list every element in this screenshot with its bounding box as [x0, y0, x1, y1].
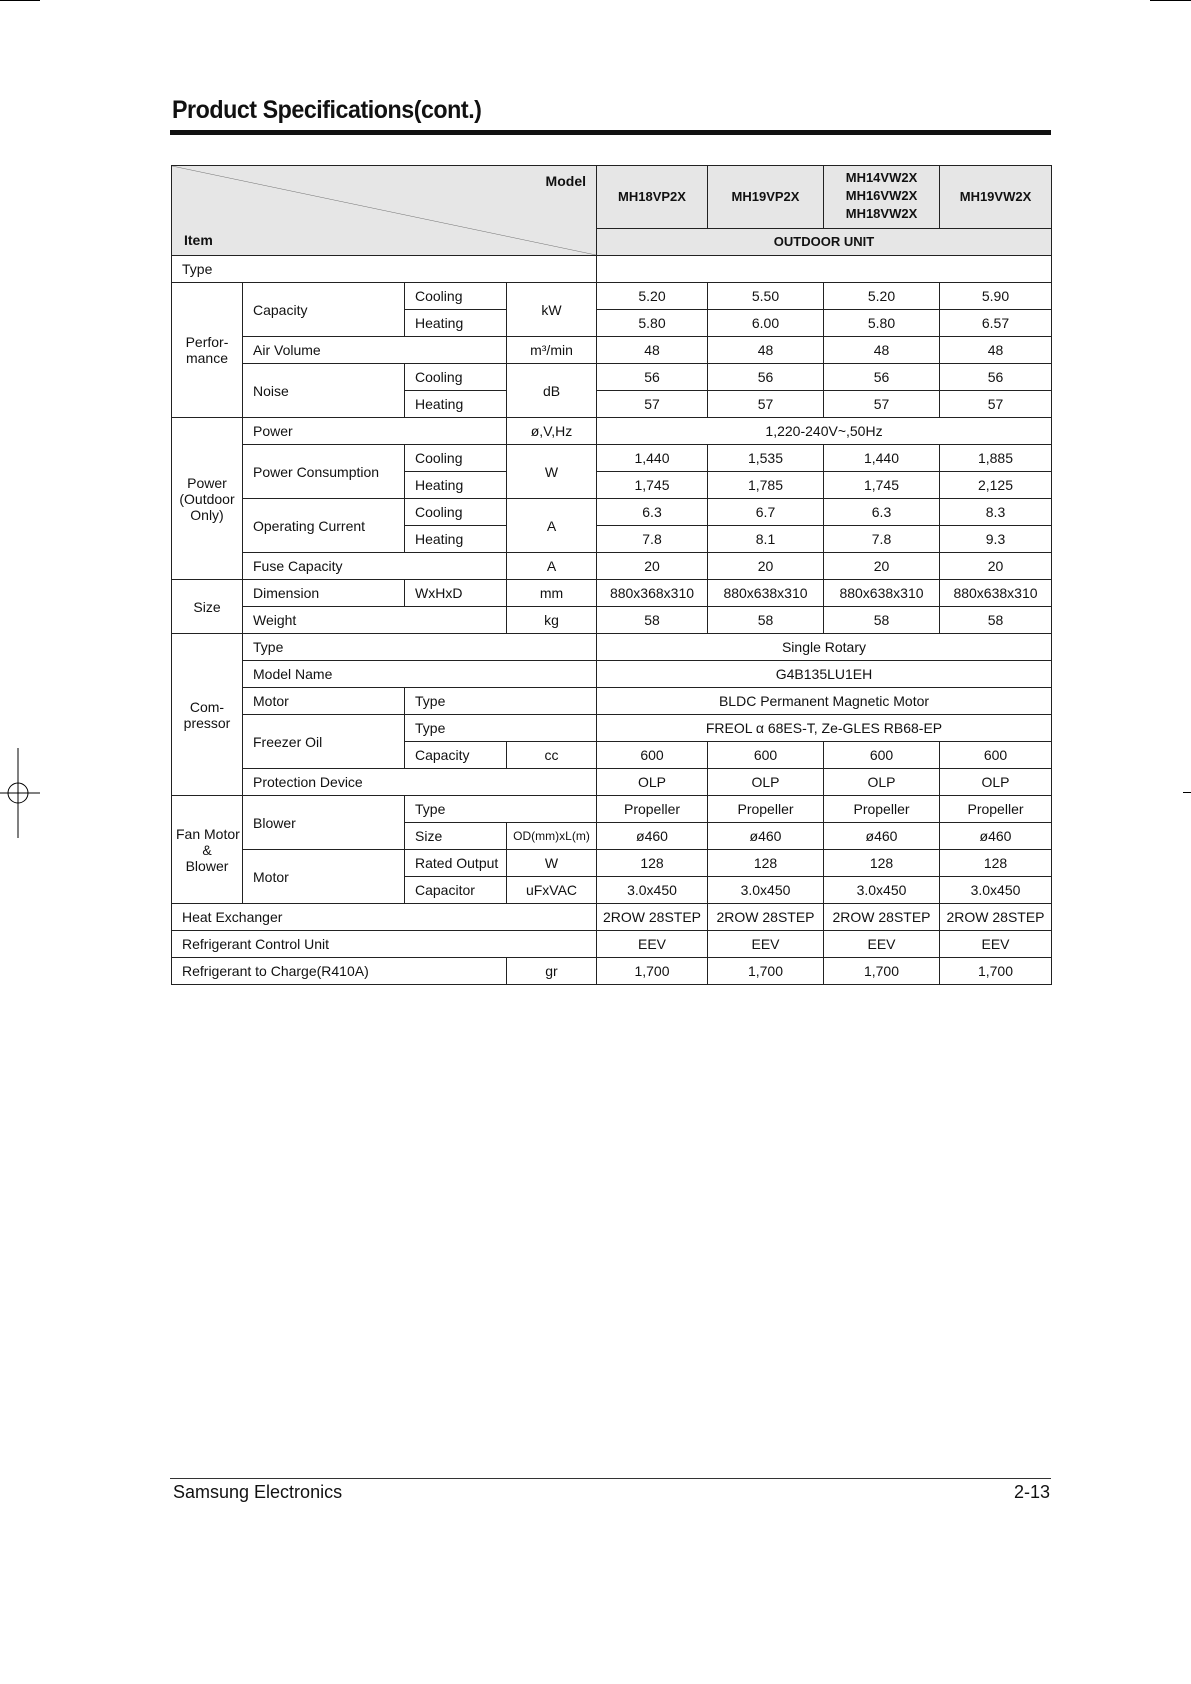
- corner-model-label: Model: [545, 173, 586, 189]
- value-cell: ø460: [940, 823, 1052, 850]
- value-cell: 6.3: [824, 499, 940, 526]
- power-value: 1,220-240V~,50Hz: [597, 418, 1052, 445]
- header-corner-cell: [172, 166, 597, 256]
- unit-odxl: OD(mm)xL(m): [507, 823, 597, 850]
- unit-kg: kg: [507, 607, 597, 634]
- value-cell: 56: [708, 364, 824, 391]
- value-cell: OLP: [708, 769, 824, 796]
- value-cell: 58: [824, 607, 940, 634]
- unit-gr: gr: [507, 958, 597, 985]
- value-cell: 57: [708, 391, 824, 418]
- group-performance: [172, 283, 243, 418]
- blower-size-label: Size: [405, 823, 507, 850]
- value-cell: 2ROW 28STEP: [708, 904, 824, 931]
- value-cell: 57: [940, 391, 1052, 418]
- model-header-4: MH19VW2X: [940, 166, 1052, 229]
- group-compressor-line-1: Com-: [189, 698, 225, 715]
- value-cell: 5.50: [708, 283, 824, 310]
- dimension-label: Dimension: [243, 580, 405, 607]
- group-fan-line-1: Fan Motor: [176, 825, 240, 842]
- value-cell: 2ROW 28STEP: [597, 904, 708, 931]
- footer-company: Samsung Electronics: [173, 1482, 343, 1502]
- value-cell: 3.0x450: [940, 877, 1052, 904]
- value-cell: 128: [824, 850, 940, 877]
- value-cell: 6.3: [597, 499, 708, 526]
- value-cell: EEV: [597, 931, 708, 958]
- corner-item-label: Item: [184, 232, 213, 248]
- value-cell: OLP: [824, 769, 940, 796]
- table-row: [172, 931, 1052, 958]
- oil-capacity-label: Capacity: [405, 742, 507, 769]
- value-cell: 3.0x450: [597, 877, 708, 904]
- value-cell: 7.8: [597, 526, 708, 553]
- type-value: [597, 256, 1052, 283]
- value-cell: ø460: [708, 823, 824, 850]
- specifications-table: [171, 165, 1052, 985]
- refrigerant-control-unit-label: Refrigerant Control Unit: [172, 931, 597, 958]
- footer-rule: [170, 1478, 1051, 1479]
- value-cell: 2ROW 28STEP: [824, 904, 940, 931]
- fuse-capacity-label: Fuse Capacity: [243, 553, 507, 580]
- group-power-line-2: (Outdoor: [179, 490, 235, 507]
- value-cell: 1,700: [708, 958, 824, 985]
- group-power-line-1: Power: [187, 474, 227, 491]
- operating-current-label: Operating Current: [243, 499, 405, 553]
- table-row: [172, 607, 1052, 634]
- value-cell: 5.80: [597, 310, 708, 337]
- value-cell: 20: [940, 553, 1052, 580]
- protection-device-label: Protection Device: [243, 769, 597, 796]
- group-compressor-line-2: pressor: [183, 714, 231, 731]
- value-cell: 5.20: [597, 283, 708, 310]
- group-power: [172, 418, 243, 580]
- crop-mark-top-right: [1150, 0, 1191, 1]
- oil-type-label: Type: [405, 715, 597, 742]
- value-cell: 20: [597, 553, 708, 580]
- unit-m3min: m³/min: [507, 337, 597, 364]
- value-cell: 1,885: [940, 445, 1052, 472]
- value-cell: 57: [824, 391, 940, 418]
- value-cell: Propeller: [597, 796, 708, 823]
- model-header-3-line-2: MH16VW2X: [845, 188, 918, 203]
- motor-type-label: Type: [405, 688, 597, 715]
- value-cell: 2ROW 28STEP: [940, 904, 1052, 931]
- value-cell: EEV: [708, 931, 824, 958]
- unit-cc: cc: [507, 742, 597, 769]
- header-row-models: [172, 166, 1052, 229]
- table-row: [172, 445, 1052, 472]
- value-cell: Propeller: [708, 796, 824, 823]
- title-rule: [170, 130, 1051, 135]
- value-cell: ø460: [824, 823, 940, 850]
- value-cell: 9.3: [940, 526, 1052, 553]
- value-cell: 5.90: [940, 283, 1052, 310]
- table-row: [172, 337, 1052, 364]
- unit-w: W: [507, 445, 597, 499]
- unit-kw: kW: [507, 283, 597, 337]
- table-row: [172, 580, 1052, 607]
- wxhxd-label: WxHxD: [405, 580, 507, 607]
- blower-type-label: Type: [405, 796, 597, 823]
- heating-label: Heating: [405, 310, 507, 337]
- table-row: [172, 283, 1052, 310]
- heating-label: Heating: [405, 526, 507, 553]
- unit-a: A: [507, 553, 597, 580]
- heating-label: Heating: [405, 391, 507, 418]
- compressor-type-label: Type: [243, 634, 597, 661]
- value-cell: 58: [708, 607, 824, 634]
- unit-a: A: [507, 499, 597, 553]
- group-fan-line-2: &: [202, 841, 212, 858]
- blower-label: Blower: [243, 796, 405, 850]
- value-cell: 58: [940, 607, 1052, 634]
- value-cell: 1,440: [824, 445, 940, 472]
- weight-label: Weight: [243, 607, 507, 634]
- value-cell: 600: [824, 742, 940, 769]
- value-cell: 128: [708, 850, 824, 877]
- motor-type-value: BLDC Permanent Magnetic Motor: [597, 688, 1052, 715]
- group-performance-line-1: Perfor-: [185, 334, 229, 350]
- margin-tick-right: [1183, 792, 1191, 793]
- unit-mm: mm: [507, 580, 597, 607]
- refrigerant-charge-label: Refrigerant to Charge(R410A): [172, 958, 507, 985]
- table-row: [172, 796, 1052, 823]
- value-cell: 8.3: [940, 499, 1052, 526]
- value-cell: 2,125: [940, 472, 1052, 499]
- unit-power: ø,V,Hz: [507, 418, 597, 445]
- value-cell: 6.7: [708, 499, 824, 526]
- table-row: [172, 418, 1052, 445]
- group-size: Size: [172, 580, 243, 634]
- unit-w: W: [507, 850, 597, 877]
- table-row: [172, 364, 1052, 391]
- value-cell: 56: [597, 364, 708, 391]
- value-cell: OLP: [940, 769, 1052, 796]
- crop-mark-top-left: [0, 0, 40, 1]
- value-cell: 1,535: [708, 445, 824, 472]
- model-header-2: MH19VP2X: [708, 166, 824, 229]
- diagonal-divider: [172, 166, 596, 255]
- value-cell: 1,440: [597, 445, 708, 472]
- value-cell: 5.20: [824, 283, 940, 310]
- value-cell: 7.8: [824, 526, 940, 553]
- model-header-3-line-3: MH18VW2X: [845, 206, 918, 221]
- cooling-label: Cooling: [405, 445, 507, 472]
- value-cell: 1,700: [597, 958, 708, 985]
- motor-label: Motor: [243, 688, 405, 715]
- oil-type-value: FREOL α 68ES-T, Ze-GLES RB68-EP: [597, 715, 1052, 742]
- value-cell: OLP: [597, 769, 708, 796]
- value-cell: 48: [708, 337, 824, 364]
- compressor-type-value: Single Rotary: [597, 634, 1052, 661]
- value-cell: 1,745: [597, 472, 708, 499]
- unit-db: dB: [507, 364, 597, 418]
- heat-exchanger-label: Heat Exchanger: [172, 904, 597, 931]
- unit-ufxvac: uFxVAC: [507, 877, 597, 904]
- table-row: [172, 904, 1052, 931]
- value-cell: 880x638x310: [708, 580, 824, 607]
- value-cell: EEV: [824, 931, 940, 958]
- value-cell: 56: [940, 364, 1052, 391]
- model-header-3-line-1: MH14VW2X: [845, 170, 918, 185]
- cooling-label: Cooling: [405, 283, 507, 310]
- value-cell: 1,745: [824, 472, 940, 499]
- value-cell: 8.1: [708, 526, 824, 553]
- value-cell: 1,785: [708, 472, 824, 499]
- heating-label: Heating: [405, 472, 507, 499]
- value-cell: 600: [940, 742, 1052, 769]
- value-cell: 56: [824, 364, 940, 391]
- model-name-value: G4B135LU1EH: [597, 661, 1052, 688]
- capacitor-label: Capacitor: [405, 877, 507, 904]
- value-cell: 1,700: [940, 958, 1052, 985]
- value-cell: Propeller: [940, 796, 1052, 823]
- noise-label: Noise: [243, 364, 405, 418]
- power-label: Power: [243, 418, 507, 445]
- value-cell: 3.0x450: [708, 877, 824, 904]
- group-power-line-3: Only): [190, 506, 224, 523]
- value-cell: 6.00: [708, 310, 824, 337]
- fan-motor-label: Motor: [243, 850, 405, 904]
- value-cell: 48: [824, 337, 940, 364]
- value-cell: 600: [708, 742, 824, 769]
- table-row: [172, 850, 1052, 877]
- group-fan-motor: [172, 796, 243, 904]
- page-number: 2-13: [1013, 1482, 1050, 1502]
- page-title: Product Specifications(cont.): [172, 96, 482, 124]
- power-consumption-label: Power Consumption: [243, 445, 405, 499]
- value-cell: ø460: [597, 823, 708, 850]
- value-cell: 3.0x450: [824, 877, 940, 904]
- value-cell: 20: [824, 553, 940, 580]
- value-cell: 57: [597, 391, 708, 418]
- table-row: [172, 553, 1052, 580]
- value-cell: 20: [708, 553, 824, 580]
- model-header-3: [824, 166, 940, 229]
- capacity-label: Capacity: [243, 283, 405, 337]
- value-cell: 6.57: [940, 310, 1052, 337]
- cooling-label: Cooling: [405, 364, 507, 391]
- value-cell: 600: [597, 742, 708, 769]
- group-performance-line-2: mance: [185, 350, 229, 366]
- table-row: [172, 688, 1052, 715]
- air-volume-label: Air Volume: [243, 337, 507, 364]
- group-compressor: [172, 634, 243, 796]
- model-header-1: MH18VP2X: [597, 166, 708, 229]
- table-row: [172, 958, 1052, 985]
- table-row: [172, 256, 1052, 283]
- table-row: [172, 634, 1052, 661]
- table-row: [172, 499, 1052, 526]
- model-name-label: Model Name: [243, 661, 597, 688]
- table-row: [172, 769, 1052, 796]
- table-row: [172, 661, 1052, 688]
- value-cell: 128: [597, 850, 708, 877]
- group-fan-line-3: Blower: [185, 857, 229, 874]
- outdoor-unit-header: OUTDOOR UNIT: [597, 229, 1052, 256]
- value-cell: 5.80: [824, 310, 940, 337]
- registration-mark-icon: [0, 748, 44, 838]
- value-cell: Propeller: [824, 796, 940, 823]
- cooling-label: Cooling: [405, 499, 507, 526]
- value-cell: 128: [940, 850, 1052, 877]
- value-cell: 58: [597, 607, 708, 634]
- value-cell: 880x368x310: [597, 580, 708, 607]
- freezer-oil-label: Freezer Oil: [243, 715, 405, 769]
- value-cell: 48: [597, 337, 708, 364]
- rated-output-label: Rated Output: [405, 850, 507, 877]
- table-row: [172, 715, 1052, 742]
- value-cell: EEV: [940, 931, 1052, 958]
- type-label: Type: [172, 256, 597, 283]
- value-cell: 48: [940, 337, 1052, 364]
- value-cell: 880x638x310: [940, 580, 1052, 607]
- value-cell: 1,700: [824, 958, 940, 985]
- value-cell: 880x638x310: [824, 580, 940, 607]
